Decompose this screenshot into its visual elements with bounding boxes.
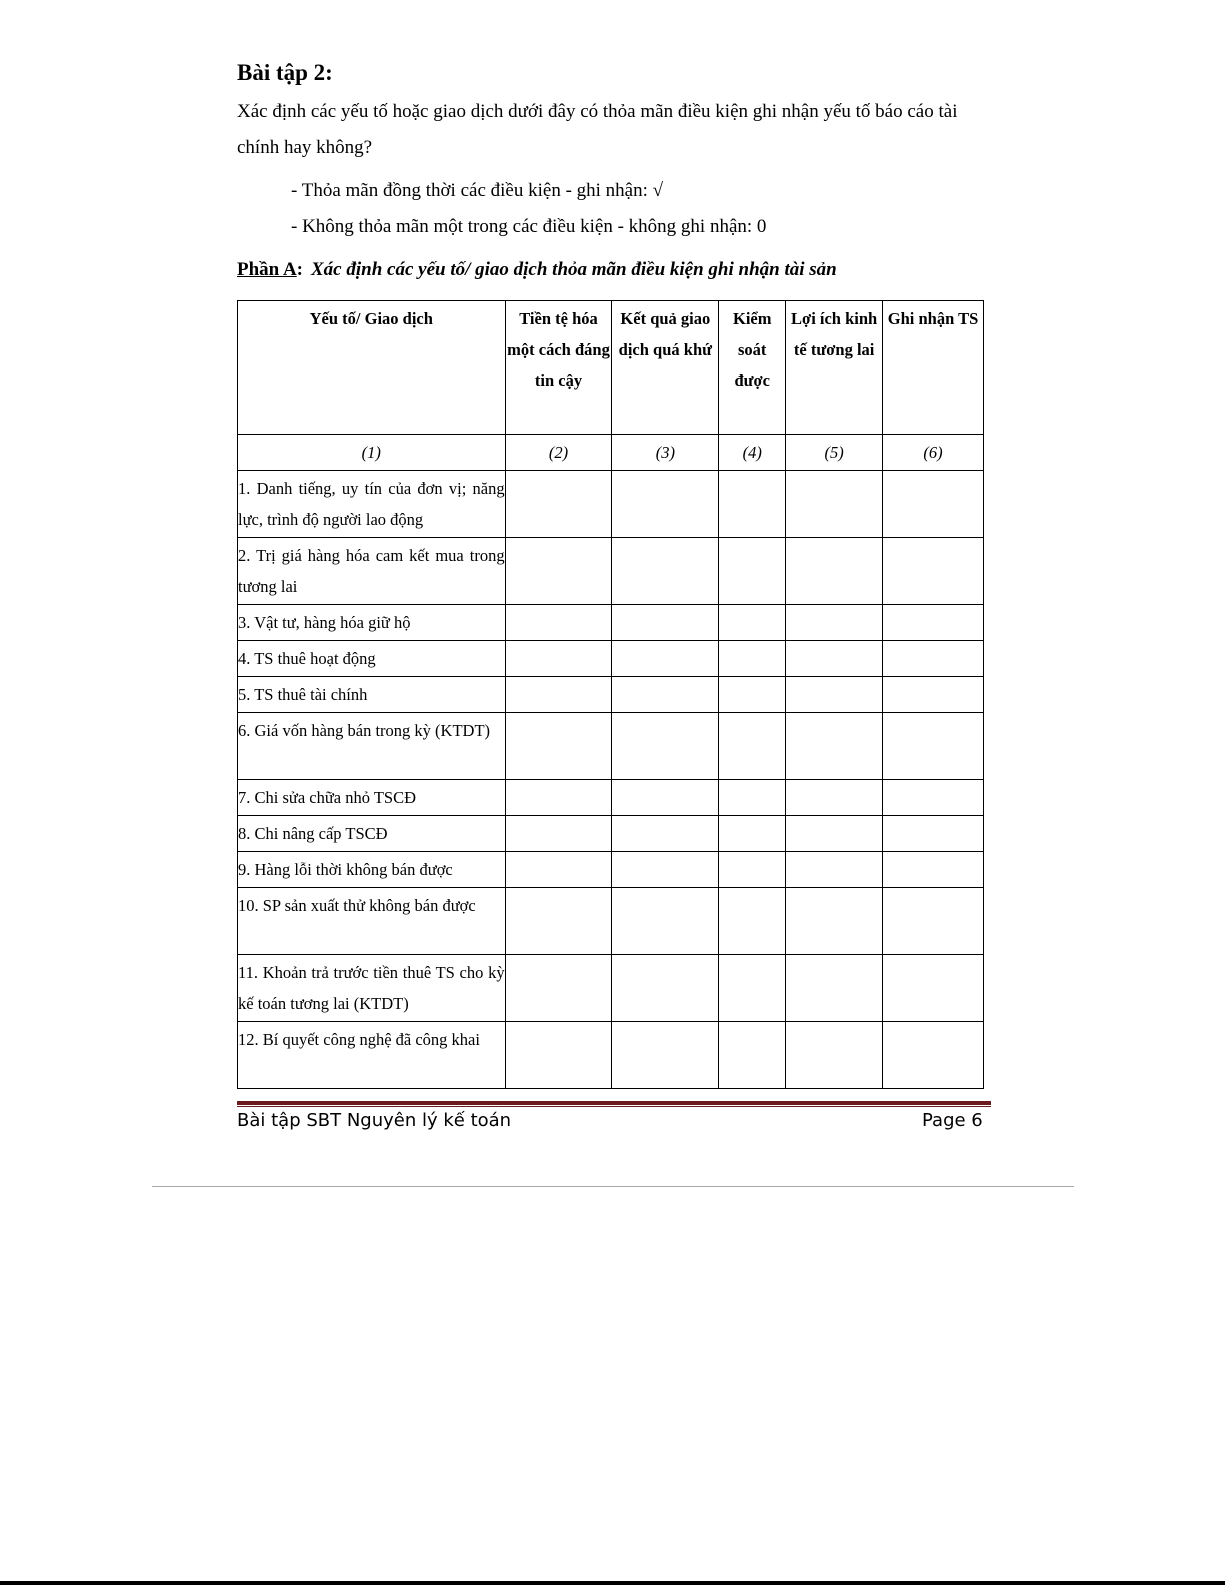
answer-cell: [612, 538, 719, 605]
answer-cell: [786, 816, 883, 852]
row-item: 6. Giá vốn hàng bán trong kỳ (KTDT): [238, 713, 506, 780]
answer-cell: [612, 1022, 719, 1089]
table-row: [238, 605, 984, 641]
answer-cell: [719, 816, 786, 852]
answer-cell: [505, 605, 612, 641]
row-item: 9. Hàng lỗi thời không bán được: [238, 852, 506, 888]
answer-cell: [612, 713, 719, 780]
answer-cell: [786, 852, 883, 888]
header-past-transaction: Kết quả giao dịch quá khứ: [612, 301, 719, 435]
answer-cell: [505, 816, 612, 852]
column-number: (4): [719, 435, 786, 471]
answer-cell: [883, 713, 984, 780]
table-row: [238, 471, 984, 538]
table-row: [238, 641, 984, 677]
rule-recognize: - Thỏa mãn đồng thời các điều kiện - ghi nhận: √: [291, 180, 664, 201]
answer-cell: [786, 471, 883, 538]
answer-cell: [719, 713, 786, 780]
answer-cell: [505, 1022, 612, 1089]
answer-cell: [883, 605, 984, 641]
row-item: 3. Vật tư, hàng hóa giữ hộ: [238, 605, 506, 641]
header-item: Yếu tố/ Giao dịch: [238, 301, 506, 435]
answer-cell: [612, 641, 719, 677]
row-item: 12. Bí quyết công nghệ đã công khai: [238, 1022, 506, 1089]
answer-cell: [786, 641, 883, 677]
answer-cell: [786, 713, 883, 780]
answer-cell: [505, 538, 612, 605]
header-controlled: Kiểm soát được: [719, 301, 786, 435]
row-item: 5. TS thuê tài chính: [238, 677, 506, 713]
header-future-benefit: Lợi ích kinh tế tương lai: [786, 301, 883, 435]
footer-book-title: Bài tập SBT Nguyên lý kế toán: [237, 1110, 512, 1131]
table-row: [238, 955, 984, 1022]
table-row: [238, 677, 984, 713]
column-number: (1): [238, 435, 506, 471]
answer-cell: [883, 852, 984, 888]
header-monetized: Tiền tệ hóa một cách đáng tin cậy: [505, 301, 612, 435]
asset-recognition-table: [237, 300, 984, 1089]
answer-cell: [612, 816, 719, 852]
answer-cell: [505, 955, 612, 1022]
answer-cell: [719, 955, 786, 1022]
answer-cell: [719, 888, 786, 955]
answer-cell: [883, 816, 984, 852]
answer-cell: [505, 471, 612, 538]
row-item: 11. Khoản trả trước tiền thuê TS cho kỳ kế toán tương lai (KTDT): [238, 955, 506, 1022]
table-row: [238, 852, 984, 888]
answer-cell: [883, 888, 984, 955]
answer-cell: [786, 605, 883, 641]
column-number: (3): [612, 435, 719, 471]
column-number: (2): [505, 435, 612, 471]
table-row: [238, 1022, 984, 1089]
table-row: [238, 713, 984, 780]
answer-cell: [719, 780, 786, 816]
exercise-intro: Xác định các yếu tố hoặc giao dịch dưới đây có thỏa mãn điều kiện ghi nhận yếu tố báo cáo tài chính hay không?: [237, 101, 958, 158]
answer-cell: [786, 955, 883, 1022]
exercise-title: Bài tập 2:: [237, 60, 333, 85]
column-number: (6): [883, 435, 984, 471]
footer-rule: [237, 1101, 991, 1105]
table-row: [238, 780, 984, 816]
answer-cell: [719, 677, 786, 713]
answer-cell: [505, 677, 612, 713]
answer-cell: [505, 713, 612, 780]
answer-cell: [786, 538, 883, 605]
row-item: 7. Chi sửa chữa nhỏ TSCĐ: [238, 780, 506, 816]
answer-cell: [612, 955, 719, 1022]
answer-cell: [786, 677, 883, 713]
answer-cell: [612, 852, 719, 888]
answer-cell: [883, 471, 984, 538]
answer-cell: [612, 471, 719, 538]
row-item: 2. Trị giá hàng hóa cam kết mua trong tương lai: [238, 538, 506, 605]
answer-cell: [719, 605, 786, 641]
answer-cell: [612, 605, 719, 641]
answer-cell: [612, 780, 719, 816]
table-row: [238, 888, 984, 955]
row-item: 1. Danh tiếng, uy tín của đơn vị; năng lực, trình độ người lao động: [238, 471, 506, 538]
answer-cell: [612, 888, 719, 955]
row-item: 10. SP sản xuất thử không bán được: [238, 888, 506, 955]
answer-cell: [883, 677, 984, 713]
column-number: (5): [786, 435, 883, 471]
footer-page-number: Page 6: [922, 1110, 983, 1131]
row-item: 8. Chi nâng cấp TSCĐ: [238, 816, 506, 852]
column-number-row: [238, 435, 984, 471]
answer-cell: [786, 780, 883, 816]
rule-not-recognize: - Không thỏa mãn một trong các điều kiện - không ghi nhận: 0: [291, 216, 767, 237]
answer-cell: [612, 677, 719, 713]
answer-cell: [505, 852, 612, 888]
row-item: 4. TS thuê hoạt động: [238, 641, 506, 677]
section-label: Phần A: [237, 259, 297, 280]
answer-cell: [505, 780, 612, 816]
answer-cell: [883, 780, 984, 816]
page-separator: [152, 1186, 1074, 1187]
answer-cell: [883, 538, 984, 605]
answer-cell: [719, 641, 786, 677]
answer-cell: [505, 641, 612, 677]
answer-cell: [883, 1022, 984, 1089]
answer-cell: [786, 888, 883, 955]
answer-cell: [719, 852, 786, 888]
table-header-row: [238, 301, 984, 435]
table-row: [238, 538, 984, 605]
section-colon: :: [296, 259, 303, 280]
footer-rule-thin: [237, 1106, 991, 1107]
answer-cell: [719, 538, 786, 605]
section-description: Xác định các yếu tố/ giao dịch thỏa mãn điều kiện ghi nhận tài sản: [311, 259, 837, 280]
page-bottom-edge: [0, 1581, 1225, 1585]
header-recognize-asset: Ghi nhận TS: [883, 301, 984, 435]
answer-cell: [719, 1022, 786, 1089]
table-row: [238, 816, 984, 852]
section-heading: [237, 259, 837, 281]
answer-cell: [505, 888, 612, 955]
answer-cell: [883, 641, 984, 677]
answer-cell: [719, 471, 786, 538]
answer-cell: [786, 1022, 883, 1089]
answer-cell: [883, 955, 984, 1022]
